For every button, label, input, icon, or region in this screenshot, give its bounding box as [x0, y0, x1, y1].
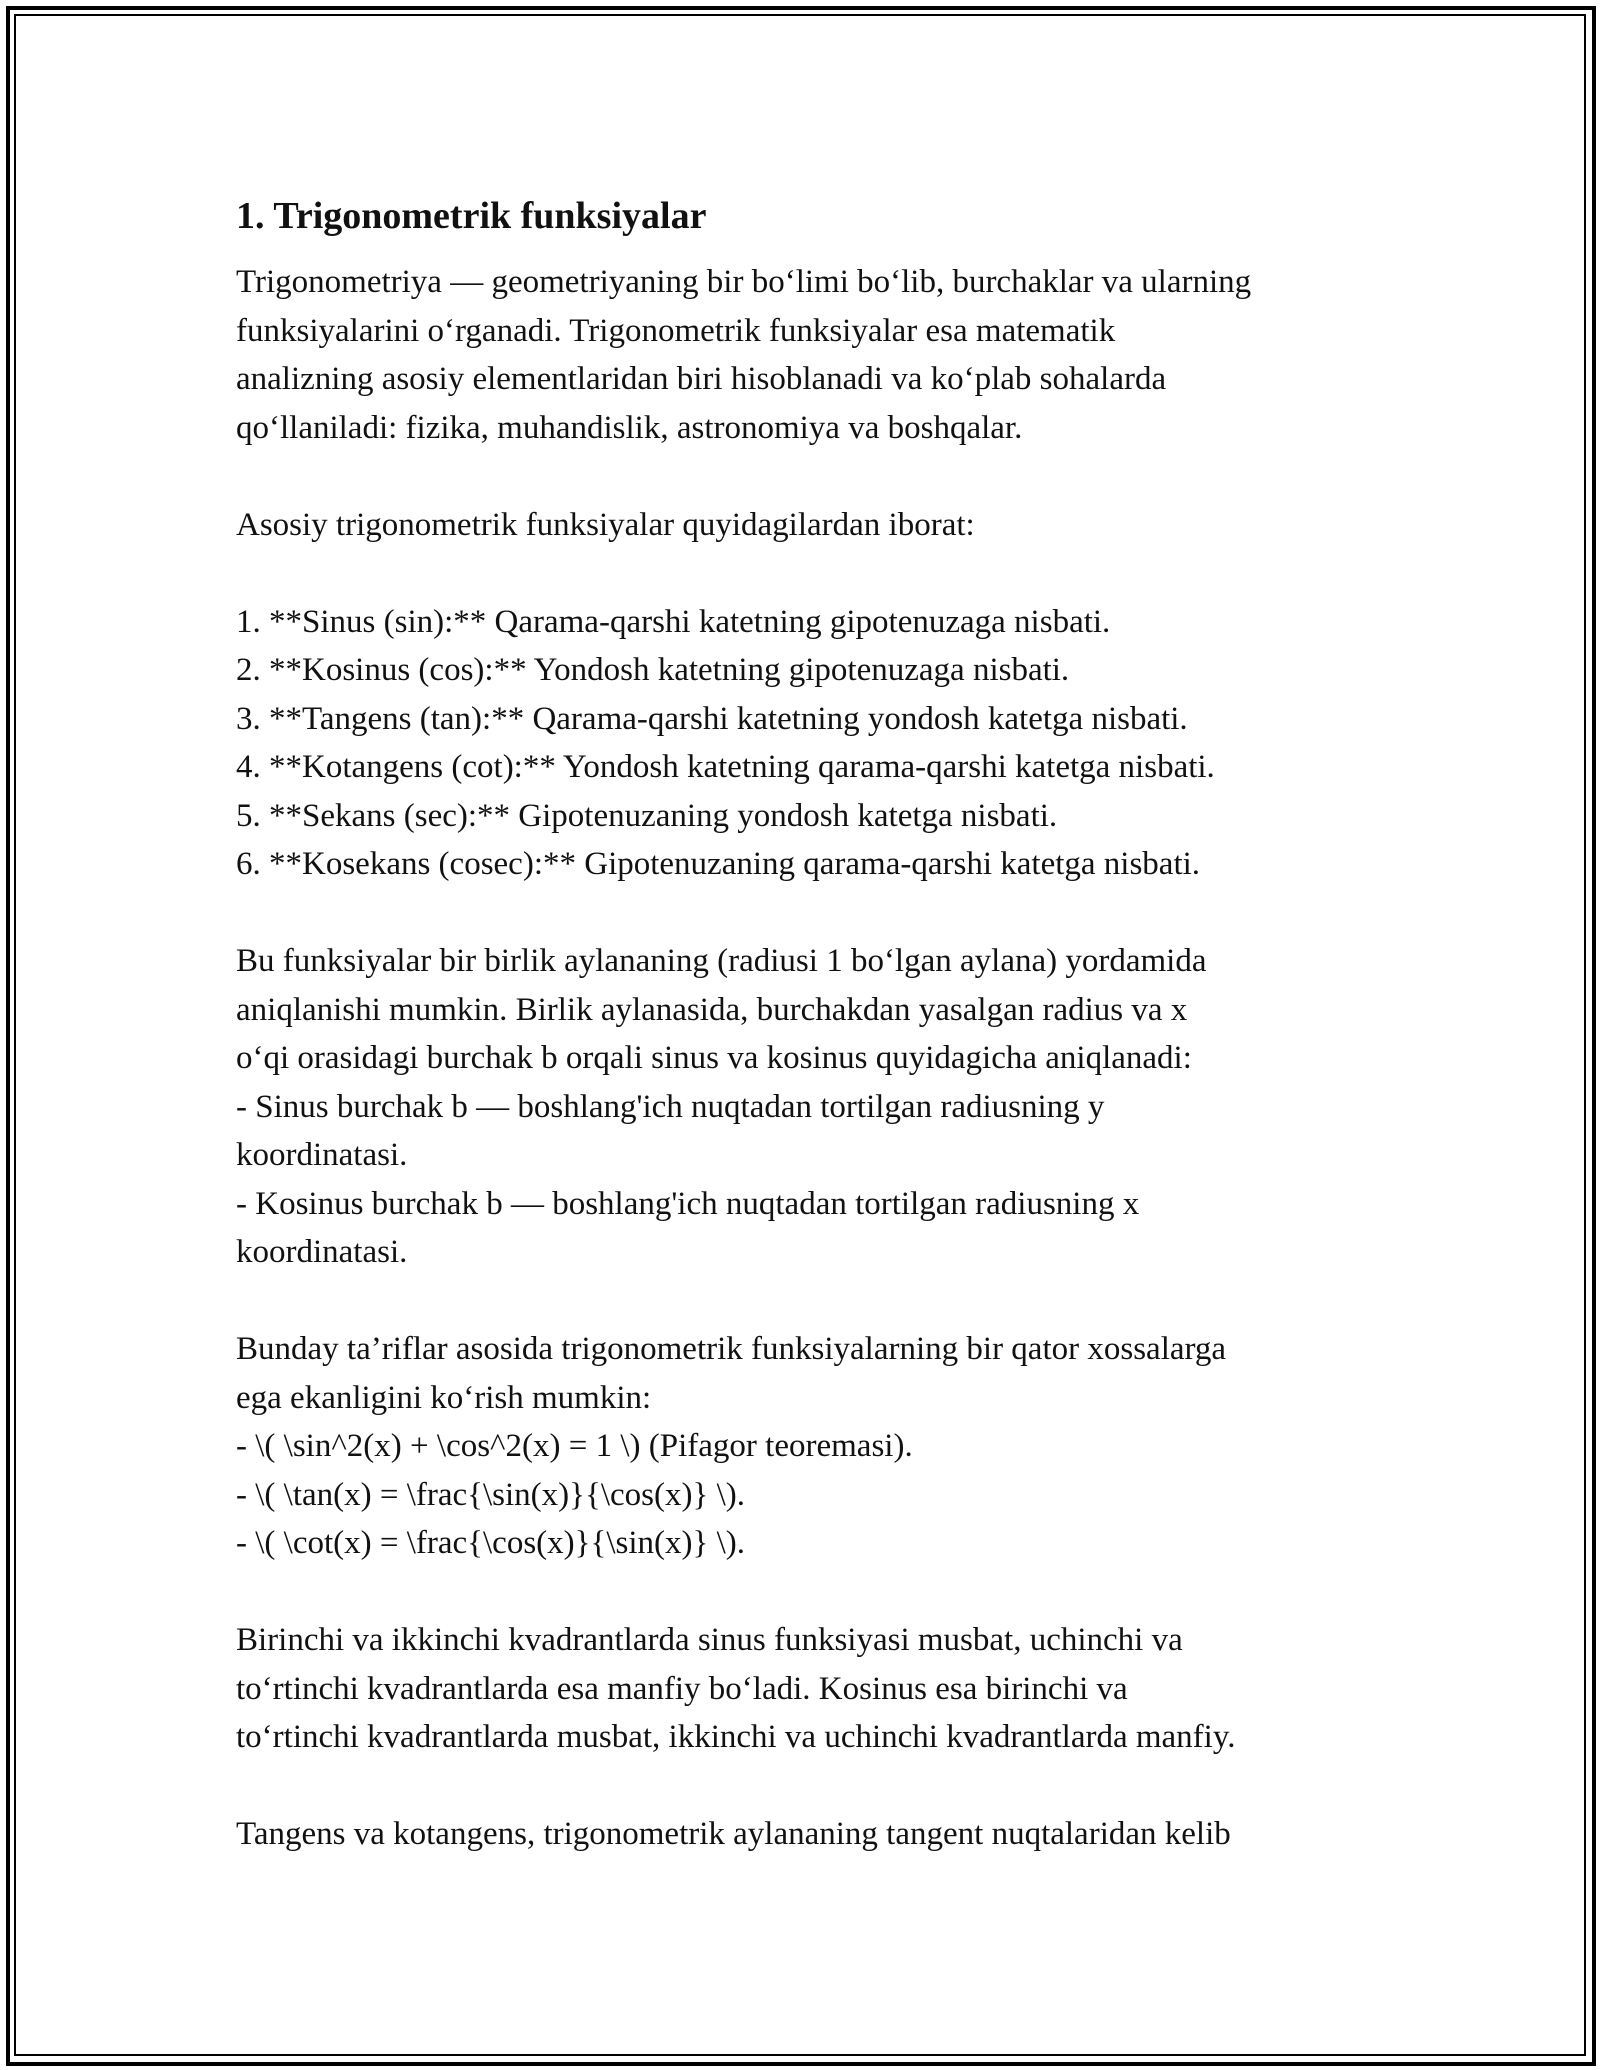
text-line: Asosiy trigonometrik funksiyalar quyidagilardan iborat: [236, 506, 975, 543]
paragraph-properties [236, 1325, 1386, 1568]
formula-line: - \( \cot(x) = \frac{\cos(x)}{\sin(x)} \). [236, 1525, 745, 1561]
text-line: Tangens va kotangens, trigonometrik aylananing tangent nuqtalaridan kelib [236, 1816, 1231, 1852]
paragraph-tangent [236, 1810, 1386, 1859]
text-line: to‘rtinchi kvadrantlarda esa manfiy bo‘ladi. Kosinus esa birinchi va [236, 1670, 1128, 1707]
text-line: koordinatasi. [236, 1234, 408, 1270]
text-line: Bu funksiyalar bir birlik aylananing (radiusi 1 bo‘lgan aylana) yordamida [236, 943, 1207, 979]
text-line: Trigonometriya — geometriyaning bir bo‘limi bo‘lib, burchaklar va ularning [236, 264, 1252, 300]
text-line: - Sinus burchak b — boshlang'ich nuqtadan tortilgan radiusning y [236, 1088, 1105, 1125]
list-item: 5. **Sekans (sec):** Gipotenuzaning yondosh katetga nisbati. [236, 797, 1058, 834]
formula-line: - \( \tan(x) = \frac{\sin(x)}{\cos(x)} \). [236, 1476, 745, 1513]
formula-line: - \( \sin^2(x) + \cos^2(x) = 1 \) (Pifagor teoremasi). [236, 1428, 913, 1464]
text-line: ega ekanligini ko‘rish mumkin: [236, 1379, 652, 1416]
text-line: funksiyalarini o‘rganadi. Trigonometrik funksiyalar esa matematik [236, 312, 1116, 349]
paragraph-intro [236, 258, 1386, 452]
text-line: qo‘llaniladi: fizika, muhandislik, astronomiya va boshqalar. [236, 409, 1023, 446]
text-line: Birinchi va ikkinchi kvadrantlarda sinus funksiyasi musbat, uchinchi va [236, 1622, 1183, 1658]
paragraph-list-intro [236, 501, 1386, 550]
list-item: 6. **Kosekans (cosec):** Gipotenuzaning qarama-qarshi katetga nisbati. [236, 846, 1201, 882]
text-line: Bunday ta’riflar asosida trigonometrik funksiyalarning bir qator xossalarga [236, 1331, 1227, 1367]
text-line: to‘rtinchi kvadrantlarda musbat, ikkinchi va uchinchi kvadrantlarda manfiy. [236, 1719, 1236, 1755]
list-item: 1. **Sinus (sin):** Qarama-qarshi katetning gipotenuzaga nisbati. [236, 603, 1111, 640]
document-body [236, 184, 1386, 1907]
list-item: 2. **Kosinus (cos):** Yondosh katetning gipotenuzaga nisbati. [236, 652, 1070, 688]
text-line: aniqlanishi mumkin. Birlik aylanasida, burchakdan yasalgan radius va x [236, 991, 1188, 1028]
function-list [236, 598, 1386, 889]
text-line: analizning asosiy elementlaridan biri hisoblanadi va ko‘plab sohalarda [236, 361, 1167, 397]
list-item: 4. **Kotangens (cot):** Yondosh katetning qarama-qarshi katetga nisbati. [236, 749, 1215, 785]
text-line: o‘qi orasidagi burchak b orqali sinus va kosinus quyidagicha aniqlanadi: [236, 1040, 1192, 1076]
paragraph-quadrants [236, 1616, 1386, 1762]
list-item: 3. **Tangens (tan):** Qarama-qarshi katetning yondosh katetga nisbati. [236, 700, 1188, 737]
section-heading: 1. Trigonometrik funksiyalar [236, 195, 707, 237]
text-line: - Kosinus burchak b — boshlang'ich nuqtadan tortilgan radiusning x [236, 1185, 1140, 1222]
text-line: koordinatasi. [236, 1137, 408, 1173]
paragraph-unit-circle [236, 937, 1386, 1277]
